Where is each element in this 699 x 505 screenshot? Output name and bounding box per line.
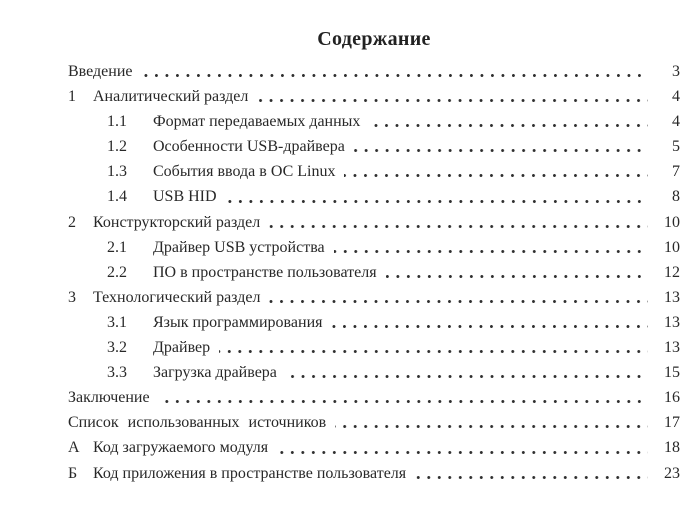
toc-entry-page: 7 [672, 163, 680, 181]
toc-entry-label: Технологический раздел [93, 288, 261, 306]
toc-entry-label: Конструкторский раздел [93, 213, 261, 231]
toc-entry-number: 3.1 [107, 313, 127, 331]
toc-section [68, 0, 680, 486]
toc-entry-number: 3.3 [107, 364, 127, 382]
toc-entry-label: Загрузка драйвера [153, 364, 277, 382]
toc-entry-label: USB HID [153, 188, 217, 206]
toc-row[interactable] [68, 461, 680, 486]
toc-entry-number: 1.1 [107, 113, 127, 131]
toc-row[interactable] [68, 335, 680, 360]
toc-row[interactable] [68, 134, 680, 159]
toc-row[interactable] [68, 410, 680, 435]
toc-dot-leader [219, 335, 648, 360]
toc-entry-page: 8 [672, 188, 680, 206]
toc-row[interactable] [68, 360, 680, 385]
toc-dot-leader [159, 385, 648, 410]
table-of-contents [68, 59, 680, 486]
toc-row[interactable] [68, 59, 680, 84]
toc-row[interactable] [68, 385, 680, 410]
toc-entry-number: 1.4 [107, 188, 127, 206]
toc-dot-leader [277, 435, 648, 460]
toc-entry-page: 13 [664, 339, 680, 357]
toc-row[interactable] [68, 285, 680, 310]
toc-entry-page: 23 [664, 464, 680, 482]
toc-entry-label: Введение [68, 63, 133, 80]
toc-row[interactable] [68, 310, 680, 335]
toc-dot-leader [369, 109, 648, 134]
toc-row[interactable] [68, 210, 680, 235]
toc-entry-label: Аналитический раздел [93, 88, 249, 106]
toc-dot-leader [344, 159, 648, 184]
toc-entry-number: 1.3 [107, 163, 127, 181]
toc-row[interactable] [68, 184, 680, 209]
toc-entry-label: Особенности USB-драйвера [153, 138, 345, 156]
toc-entry-label: События ввода в ОС Linux [153, 163, 336, 181]
toc-dot-leader [286, 360, 648, 385]
toc-entry-page: 15 [664, 364, 680, 382]
toc-dot-leader [334, 235, 648, 260]
page-title: Содержание [317, 28, 431, 50]
toc-entry-number: 2.1 [107, 238, 127, 256]
toc-row[interactable] [68, 84, 680, 109]
toc-entry-page: 3 [672, 63, 680, 80]
toc-dot-leader [226, 184, 648, 209]
toc-entry-label: Драйвер [153, 339, 211, 357]
toc-row[interactable] [68, 109, 680, 134]
toc-entry-label: Формат передаваемых данных [153, 113, 361, 131]
toc-entry-number: 2 [68, 213, 76, 231]
toc-entry-number: Б [68, 464, 78, 482]
toc-row[interactable] [68, 235, 680, 260]
toc-dot-leader [415, 461, 648, 486]
toc-entry-number: 3.2 [107, 339, 127, 357]
toc-entry-page: 13 [664, 288, 680, 306]
toc-entry-number: 1.2 [107, 138, 127, 156]
toc-dot-leader [269, 285, 648, 310]
toc-entry-number: А [68, 439, 80, 457]
toc-entry-number: 3 [68, 288, 76, 306]
toc-dot-leader [257, 84, 648, 109]
toc-entry-label: Заключение [68, 389, 150, 407]
toc-row[interactable] [68, 435, 680, 460]
toc-entry-label: Язык программирования [153, 313, 323, 331]
toc-dot-leader [354, 134, 648, 159]
toc-entry-page: 16 [664, 389, 680, 407]
toc-entry-label: Код загружаемого модуля [93, 439, 269, 457]
toc-entry-page: 4 [672, 88, 680, 106]
toc-entry-label: ПО в пространстве пользователя [153, 263, 377, 281]
toc-entry-number: 2.2 [107, 263, 127, 281]
toc-entry-page: 12 [664, 263, 680, 281]
toc-entry-page: 13 [664, 313, 680, 331]
toc-entry-page: 10 [664, 238, 680, 256]
toc-entry-page: 17 [664, 414, 680, 432]
toc-entry-page: 18 [664, 439, 680, 457]
toc-entry-label: Список использованных источников [68, 414, 327, 432]
toc-entry-label: Код приложения в пространстве пользователя [93, 464, 407, 482]
toc-entry-page: 4 [672, 113, 680, 131]
toc-dot-leader [386, 260, 648, 285]
toc-dot-leader [142, 59, 649, 84]
toc-entry-number: 1 [68, 88, 76, 106]
toc-entry-page: 10 [664, 213, 680, 231]
toc-dot-leader [269, 210, 648, 235]
toc-entry-page: 5 [672, 138, 680, 156]
toc-row[interactable] [68, 159, 680, 184]
toc-dot-leader [335, 410, 648, 435]
toc-dot-leader [331, 310, 648, 335]
toc-row[interactable] [68, 260, 680, 285]
toc-entry-label: Драйвер USB устройства [153, 238, 325, 256]
